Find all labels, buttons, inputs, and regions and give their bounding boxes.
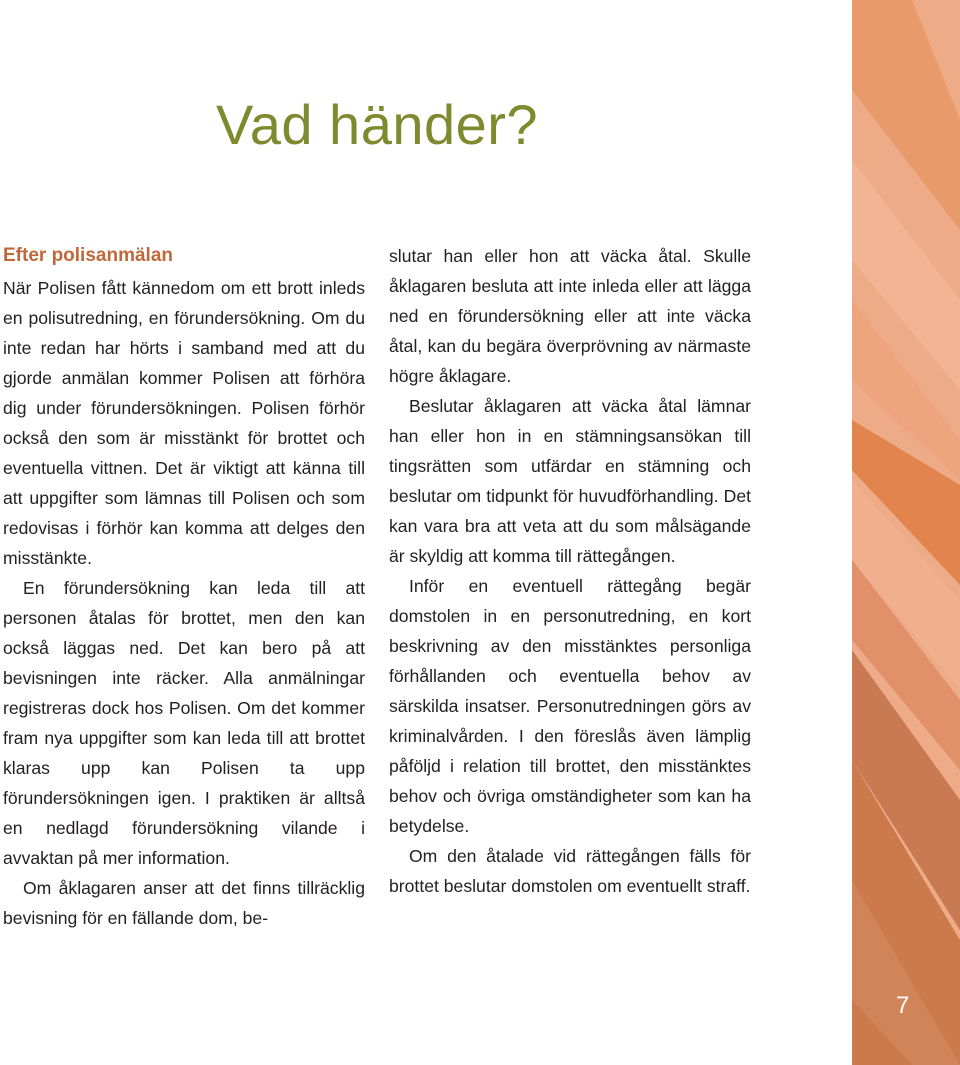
page-title: Vad händer? [216,93,539,156]
right-column [389,241,751,901]
body-paragraph: slutar han eller hon att väcka åtal. Skulle åklagaren besluta att inte inleda eller att lägga ned en förundersökning eller att inte väcka åtal, kan du begära överprövning av närmaste högre åklagare. [389,246,751,386]
body-paragraph: Inför en eventuell rättegång begär domstolen in en personutredning, en kort beskrivning av den misstänktes personliga förhållanden och eventuella behov av särskilda insatser. Personutredningen görs av kriminalvården. I den föreslås även lämplig påföljd i relation till brottet, den misstänktes behov och övriga omständigheter som kan ha betydelse. [389,576,751,836]
body-paragraph: Beslutar åklagaren att väcka åtal lämnar han eller hon in en stämningsansökan till tingsrätten som utfärdar en stämning och beslutar om tidpunkt för huvudförhandling. Det kan vara bra att veta att du som målsägande är skyldig att komma till rättegången. [389,396,751,566]
body-paragraph: Om åklagaren anser att det finns tillräcklig bevisning för en fällande dom, be- [3,878,365,928]
body-paragraph: Om den åtalade vid rättegången fälls för brottet beslutar domstolen om eventuellt straff. [389,846,751,896]
body-paragraph: En förundersökning kan leda till att personen åtalas för brottet, men den kan också läggas ned. Det kan bero på att bevisningen inte räcker. Alla anmälningar registreras dock hos Polisen. Om det kommer fram nya uppgifter som kan leda till att brottet klaras upp kan Polisen ta upp förundersökningen igen. I praktiken är alltså en nedlagd förundersökning vilande i avvaktan på mer information. [3,578,365,868]
section-heading: Efter polisanmälan [3,245,173,266]
page-number: 7 [896,992,910,1019]
decorative-sunburst-stripe [852,0,960,1065]
body-paragraph: När Polisen fått kännedom om ett brott inleds en polisutredning, en förundersökning. Om du inte redan har hörts i samband med att du gjorde anmälan kommer Polisen att förhöra dig under förundersökningen. Polisen förhör också den som är misstänkt för brottet och eventuella vittnen. Det är viktigt att känna till att uppgifter som lämnas till Polisen och som redovisas i förhör kan komma att delges den misstänkte. [3,278,365,568]
sunburst-graphic [852,0,960,1065]
left-column [3,241,365,933]
